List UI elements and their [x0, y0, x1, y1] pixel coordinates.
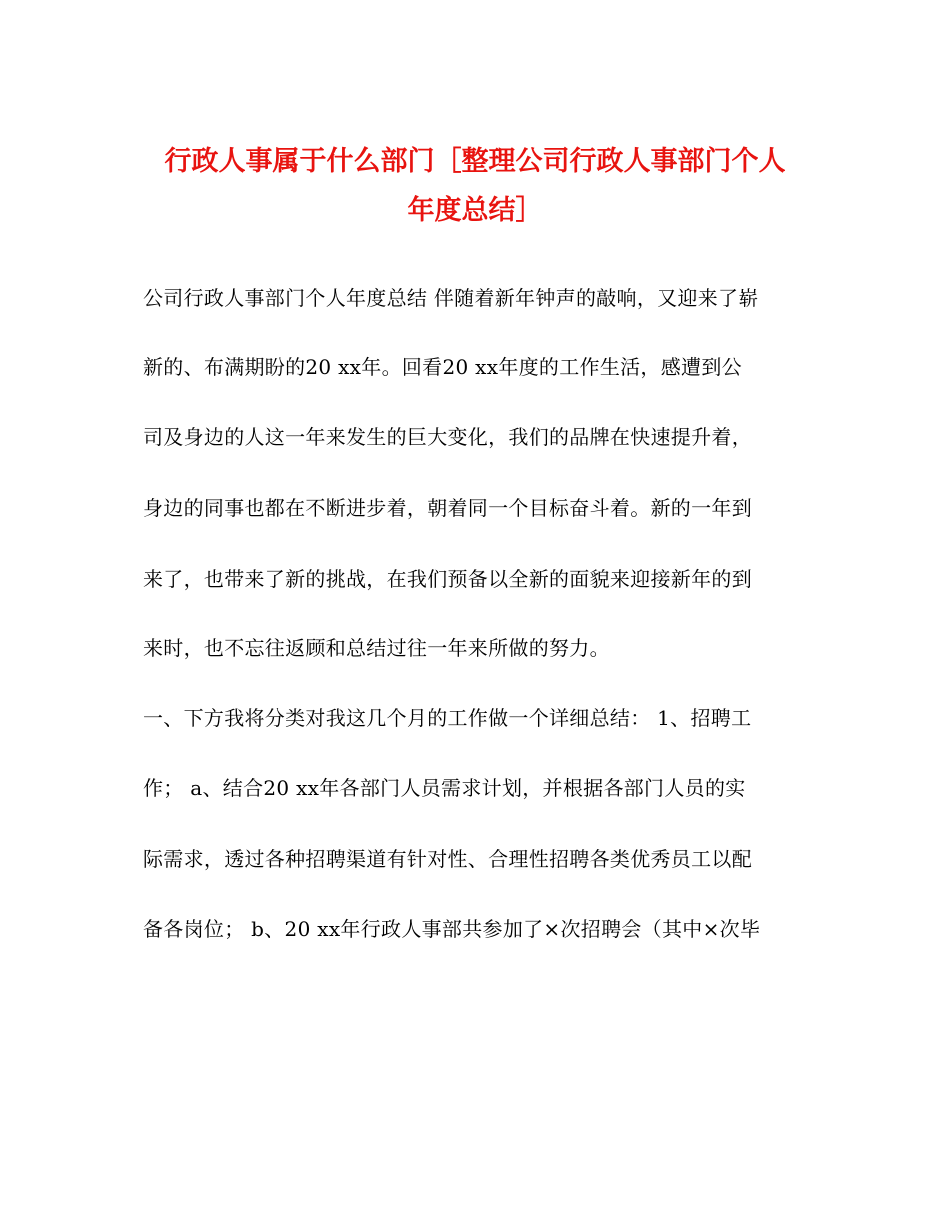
body-line-5: 来了，也带来了新的挑战，在我们预备以全新的面貌来迎接新年的到	[143, 567, 752, 591]
document-title-line-2: 年度总结］	[407, 195, 543, 226]
body-line-10: 备各岗位； b、20 xx年行政人事部共参加了×次招聘会（其中×次毕	[143, 917, 761, 941]
body-line-3: 司及身边的人这一年来发生的巨大变化，我们的品牌在快速提升着，	[143, 425, 752, 449]
body-line-8: 作； a、结合20 xx年各部门人员需求计划，并根据各部门人员的实	[143, 776, 746, 800]
body-line-2: 新的、布满期盼的20 xx年。回看20 xx年度的工作生活，感遭到公	[143, 355, 742, 379]
body-line-7: 一、下方我将分类对我这几个月的工作做一个详细总结： 1、招聘工	[143, 706, 752, 730]
body-line-1: 公司行政人事部门个人年度总结 伴随着新年钟声的敲响，又迎来了崭	[143, 286, 759, 310]
body-line-4: 身边的同事也都在不断进步着，朝着同一个目标奋斗着。新的一年到	[143, 496, 752, 520]
body-line-6: 来时，也不忘往返顾和总结过往一年来所做的努力。	[143, 636, 610, 660]
document-title-line-1: 行政人事属于什么部门［整理公司行政人事部门个人	[164, 146, 786, 177]
body-line-9: 际需求，透过各种招聘渠道有针对性、合理性招聘各类优秀员工以配	[143, 847, 752, 871]
